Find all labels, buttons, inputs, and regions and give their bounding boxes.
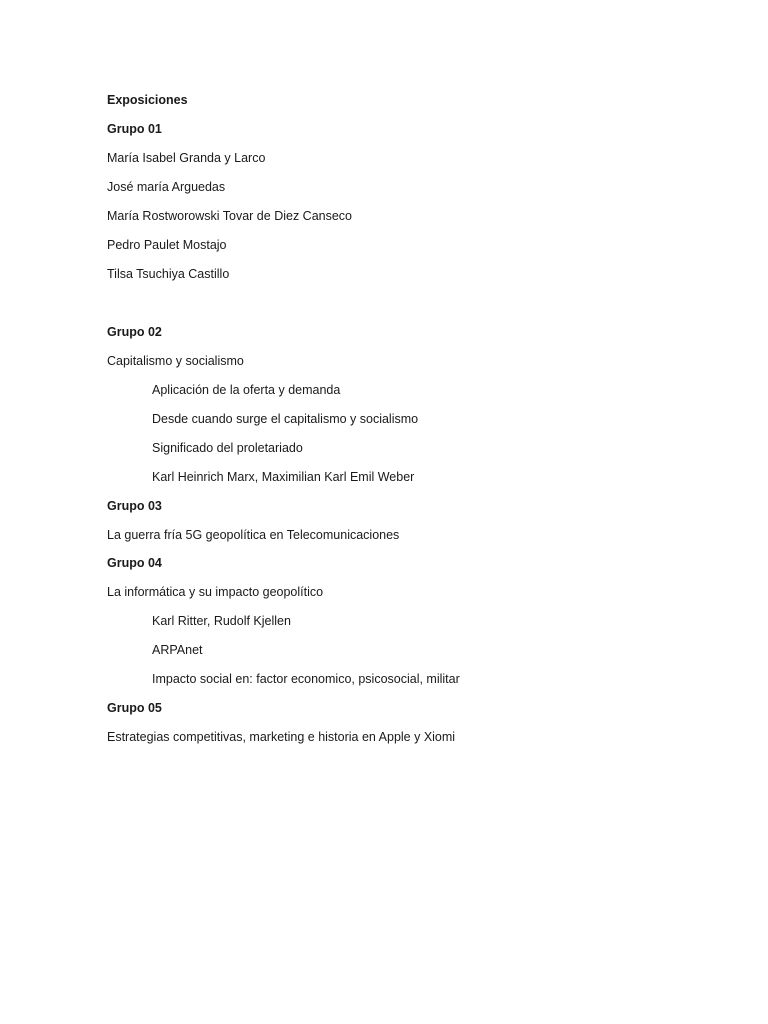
group-heading: Grupo 02 [107, 325, 162, 339]
list-item: Tilsa Tsuchiya Castillo [107, 267, 230, 281]
group-topic: Capitalismo y socialismo [107, 354, 244, 368]
group-heading: Grupo 04 [107, 556, 162, 570]
sub-item: ARPAnet [152, 643, 203, 657]
document-title: Exposiciones [107, 93, 188, 107]
sub-item: Aplicación de la oferta y demanda [152, 383, 341, 397]
list-item: María Isabel Granda y Larco [107, 151, 266, 165]
group-topic: Estrategias competitivas, marketing e historia en Apple y Xiomi [107, 730, 456, 744]
sub-item: Impacto social en: factor economico, psicosocial, militar [152, 672, 460, 686]
group-heading: Grupo 03 [107, 499, 162, 513]
list-item: María Rostworowski Tovar de Diez Canseco [107, 209, 353, 223]
sub-item: Desde cuando surge el capitalismo y socialismo [152, 412, 419, 426]
group-heading: Grupo 05 [107, 701, 162, 715]
list-item: Pedro Paulet Mostajo [107, 238, 227, 252]
group-topic: La informática y su impacto geopolítico [107, 585, 324, 599]
sub-item: Karl Heinrich Marx, Maximilian Karl Emil Weber [152, 470, 415, 484]
sub-item: Karl Ritter, Rudolf Kjellen [152, 614, 291, 628]
group-heading: Grupo 01 [107, 122, 162, 136]
list-item: José maría Arguedas [107, 180, 226, 194]
group-topic: La guerra fría 5G geopolítica en Telecomunicaciones [107, 528, 400, 542]
sub-item: Significado del proletariado [152, 441, 303, 455]
